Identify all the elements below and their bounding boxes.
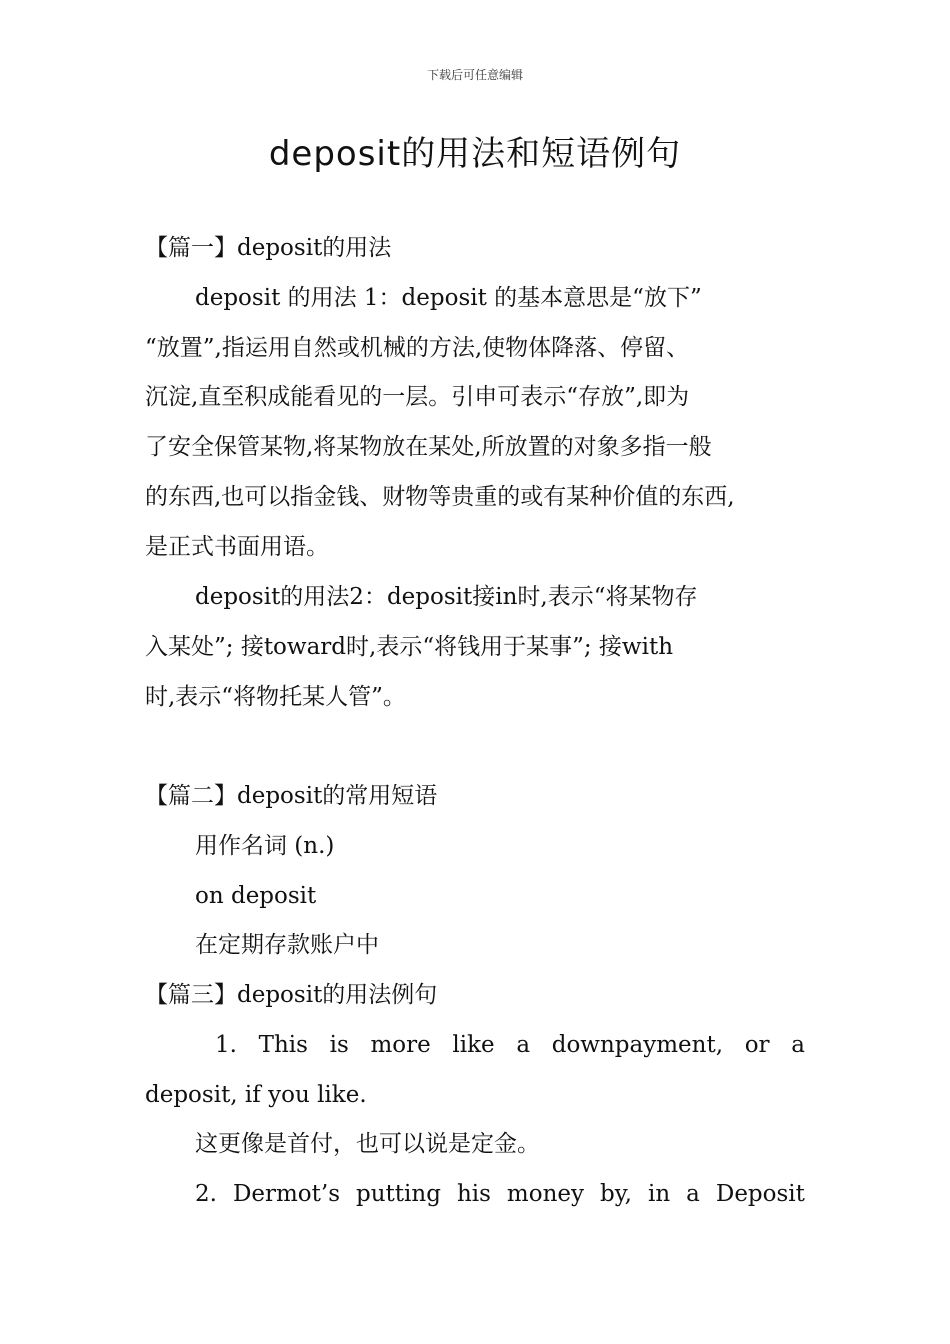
example-sentence-1 — [195, 1030, 805, 1060]
example-word: or — [744, 1032, 770, 1058]
example-word: a — [516, 1032, 531, 1058]
phrase-pos: 用作名词 (n.) — [195, 833, 335, 859]
example-word: downpayment, — [551, 1032, 724, 1058]
paragraph-line: 沉淀,直至积成能看见的一层。引申可表示“存放”,即为 — [145, 384, 690, 410]
example-word: is — [329, 1032, 349, 1058]
example-word: putting — [356, 1181, 441, 1207]
section-heading-3: 【篇三】deposit的用法例句 — [145, 982, 438, 1008]
example-word: Deposit — [715, 1181, 805, 1207]
paragraph-line: 的东西,也可以指金钱、财物等贵重的或有某种价值的东西, — [145, 484, 735, 510]
example-word: a — [686, 1181, 700, 1207]
example-word: in — [647, 1181, 671, 1207]
paragraph-line: deposit的用法2：deposit接in时,表示“将某物存 — [195, 584, 698, 610]
example-word: Dermot’s — [232, 1181, 341, 1207]
example-sentence-1-cont: deposit, if you like. — [145, 1082, 367, 1108]
example-word: like — [452, 1032, 495, 1058]
page-header: 下载后可任意编辑 — [426, 68, 523, 82]
paragraph-line: 入某处”; 接toward时,表示“将钱用于某事”; 接with — [145, 634, 674, 660]
section-heading-1: 【篇一】deposit的用法 — [145, 235, 392, 261]
example-word: money — [506, 1181, 584, 1207]
example-word: his — [456, 1181, 491, 1207]
paragraph-line: 了安全保管某物,将某物放在某处,所放置的对象多指一般 — [145, 434, 712, 460]
phrase-chinese: 在定期存款账户中 — [195, 932, 379, 958]
example-word: 1. — [215, 1032, 237, 1058]
example-word: This — [258, 1032, 308, 1058]
paragraph-line: deposit 的用法 1：deposit 的基本意思是“放下” — [195, 285, 702, 311]
example-word: by, — [600, 1181, 632, 1207]
example-word: more — [370, 1032, 431, 1058]
document-title: deposit的用法和短语例句 — [268, 134, 682, 174]
paragraph-line: 是正式书面用语。 — [145, 534, 329, 560]
example-sentence-2 — [195, 1179, 805, 1209]
paragraph-line: “放置”,指运用自然或机械的方法,使物体降落、停留、 — [145, 335, 690, 361]
example-word: a — [791, 1032, 805, 1058]
example-translation-1: 这更像是首付，也可以说是定金。 — [195, 1131, 540, 1157]
paragraph-line: 时,表示“将物托某人管”。 — [145, 684, 406, 710]
example-word: 2. — [195, 1181, 217, 1207]
phrase-english: on deposit — [195, 883, 317, 909]
section-heading-2: 【篇二】deposit的常用短语 — [145, 783, 438, 809]
